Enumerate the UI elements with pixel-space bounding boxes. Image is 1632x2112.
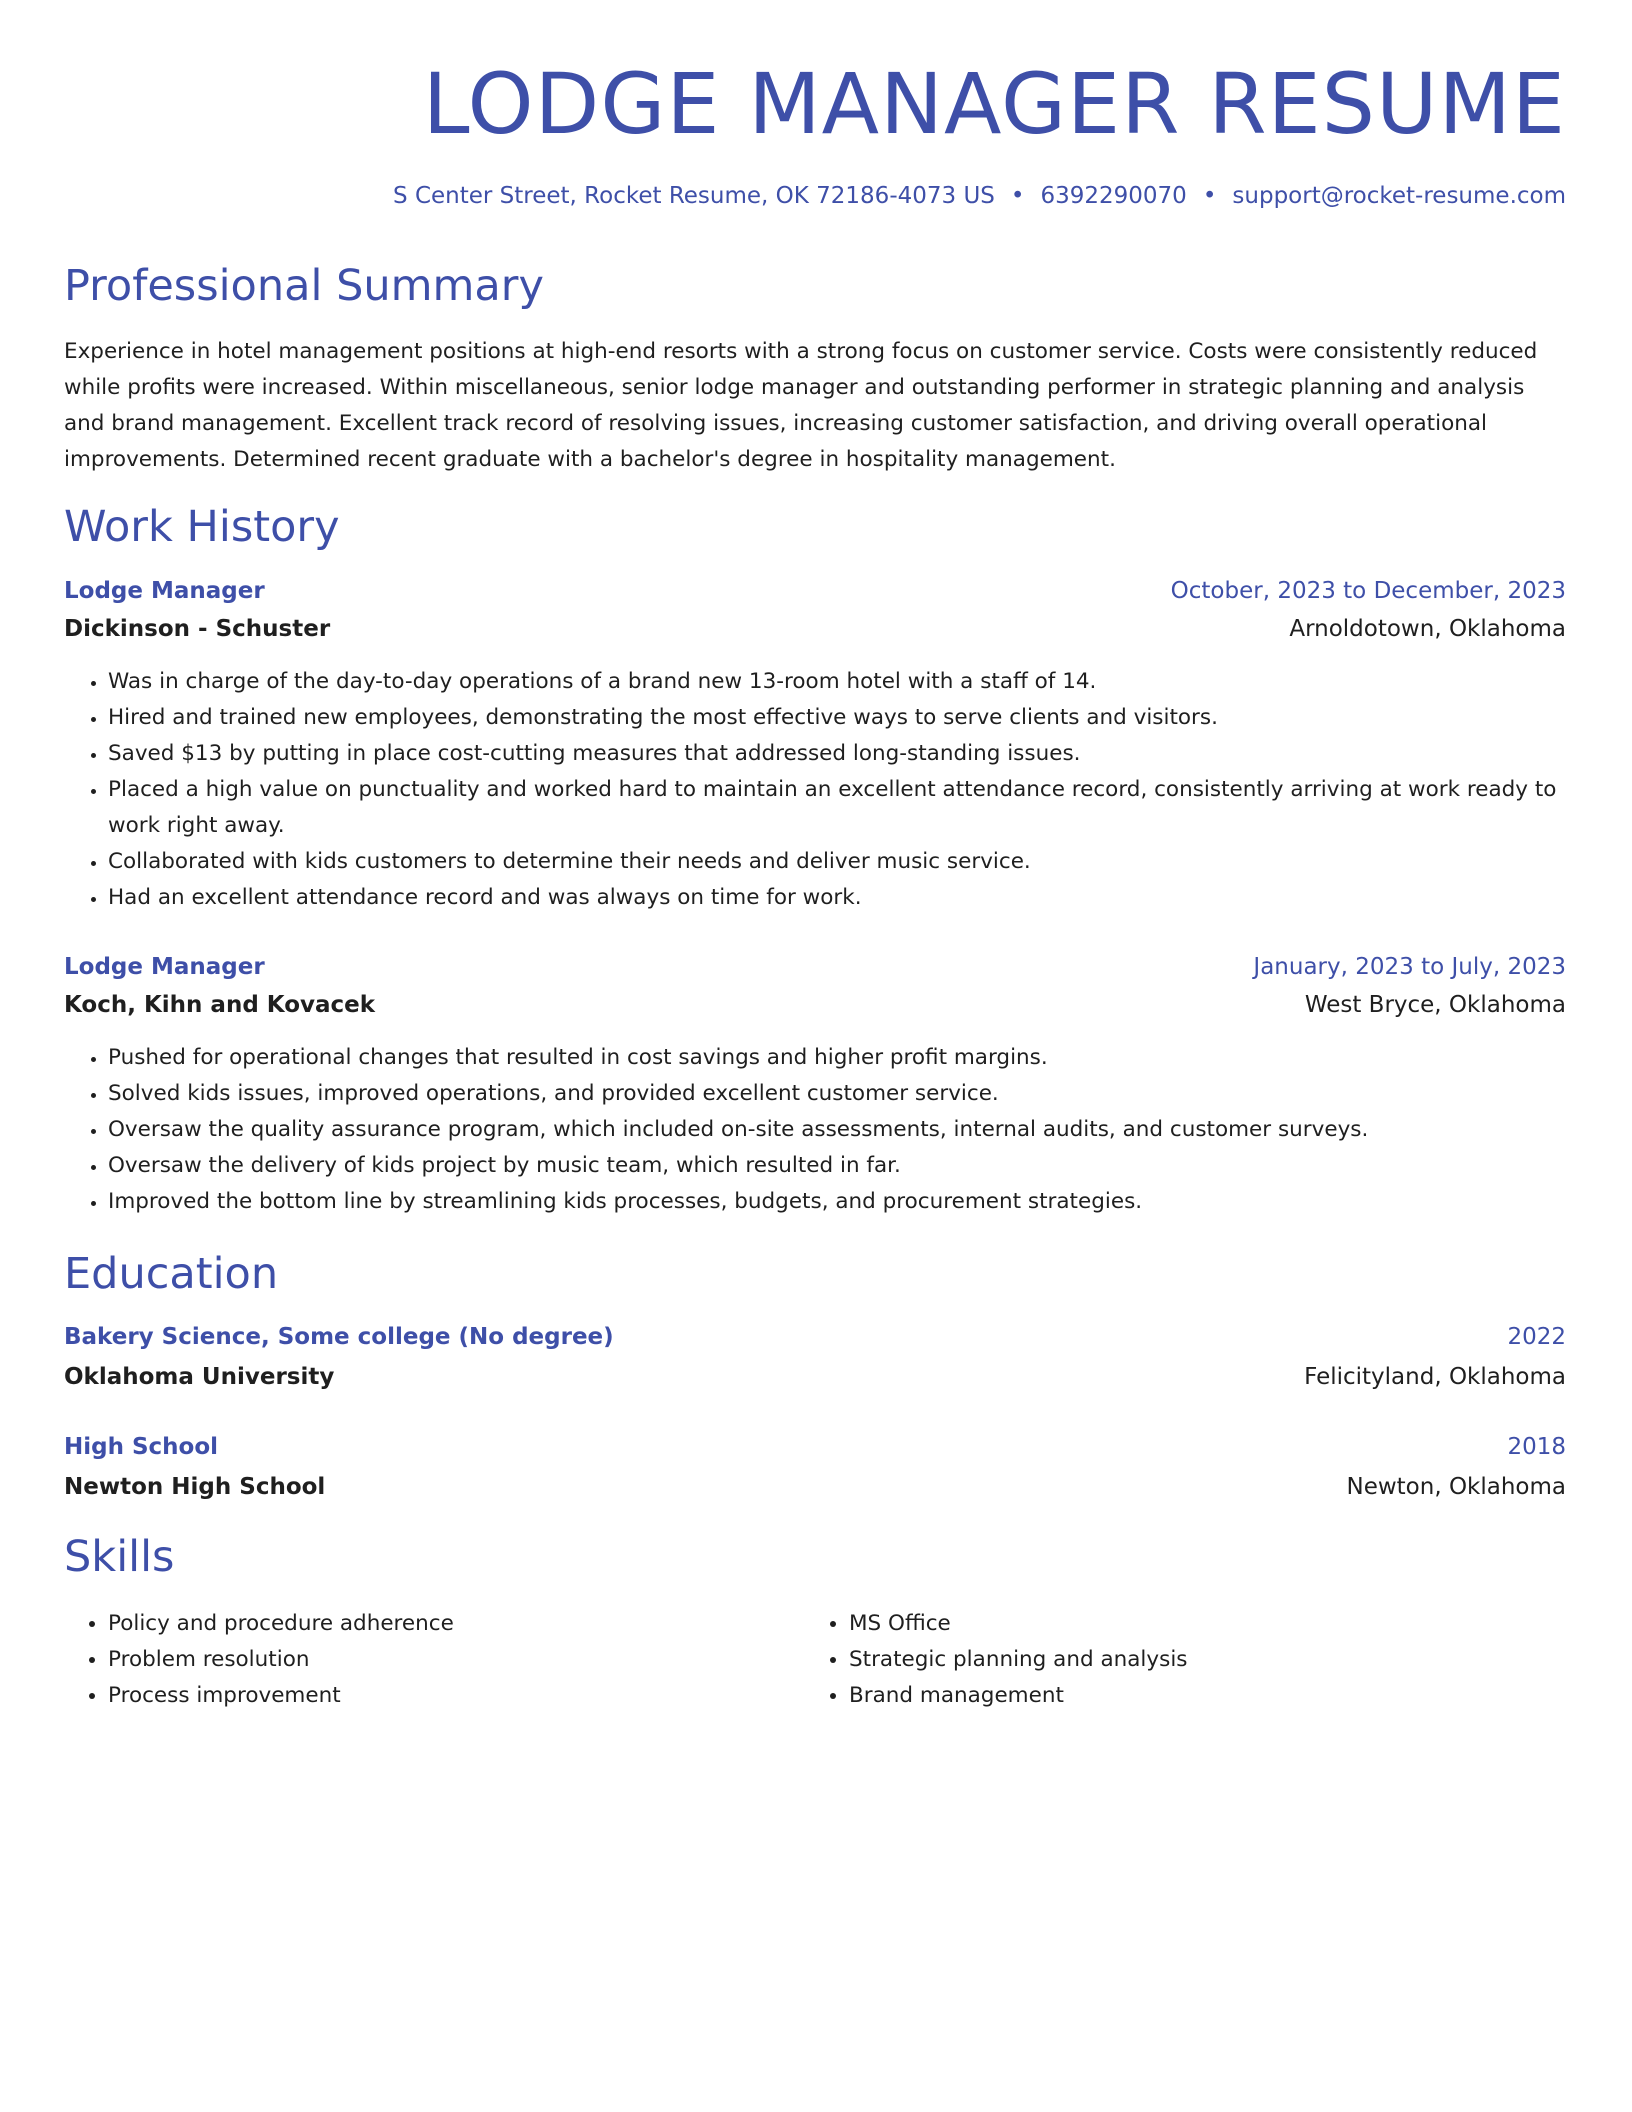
list-item: • Strategic planning and analysis <box>849 1642 1188 1678</box>
employer-name: Koch, Kihn and Kovacek <box>64 992 376 1018</box>
list-item: • Process improvement <box>108 1678 454 1714</box>
list-item: • Placed a high value on punctuality and worked hard to maintain an excellent attendance record, consistently arriving at work ready to work right away. <box>108 772 1566 844</box>
summary-text: Experience in hotel management positions at high-end resorts with a strong focus on customer service. Costs were consistently reduced while profits were increased. Within miscellaneous, senior lodge manager and outstanding performer in strategic planning and analysis and brand management. Excellent track record of resolving issues, increasing customer satisfaction, and driving overall operational improvements. Determined recent graduate with a bachelor's degree in hospitality management. <box>64 339 1538 472</box>
summary-heading: Professional Summary <box>64 261 544 311</box>
list-item: • Pushed for operational changes that resulted in cost savings and higher profit margins. <box>108 1040 1566 1076</box>
resume-title: LODGE MANAGER RESUME <box>422 55 1566 153</box>
list-item: • Collaborated with kids customers to determine their needs and deliver music service. <box>108 844 1566 880</box>
job-title: Lodge Manager <box>64 578 265 604</box>
school-name: Newton High School <box>64 1474 326 1500</box>
skills-column-right <box>805 1606 1188 1714</box>
job-location: Arnoldotown, Oklahoma <box>1289 616 1566 642</box>
job-entry <box>64 948 1566 1220</box>
list-item: • Brand management <box>849 1678 1188 1714</box>
education-heading: Education <box>64 1249 279 1299</box>
list-item: • Solved kids issues, improved operations, and provided excellent customer service. <box>108 1076 1566 1112</box>
school-location: Newton, Oklahoma <box>1346 1474 1566 1500</box>
address: S Center Street, Rocket Resume, OK 72186-4073 US <box>393 183 995 209</box>
education-entry <box>64 1318 1566 1396</box>
phone: 6392290070 <box>1040 183 1187 209</box>
employer-name: Dickinson - Schuster <box>64 616 331 642</box>
job-duties-list <box>64 1040 1566 1220</box>
list-item: • Oversaw the delivery of kids project by music team, which resulted in far. <box>108 1148 1566 1184</box>
list-item: • Improved the bottom line by streamlining kids processes, budgets, and procurement strategies. <box>108 1184 1566 1220</box>
list-item: • MS Office <box>849 1606 1188 1642</box>
separator-dot: • <box>1202 183 1217 209</box>
list-item: • Saved $13 by putting in place cost-cutting measures that addressed long-standing issues. <box>108 736 1566 772</box>
list-item: • Oversaw the quality assurance program, which included on-site assessments, internal audits, and customer surveys. <box>108 1112 1566 1148</box>
school-location: Felicityland, Oklahoma <box>1304 1364 1566 1390</box>
job-dates: January, 2023 to July, 2023 <box>1253 954 1566 980</box>
job-dates: October, 2023 to December, 2023 <box>1170 578 1566 604</box>
skills-heading: Skills <box>64 1532 175 1582</box>
graduation-year: 2022 <box>1507 1324 1566 1350</box>
work-history-heading: Work History <box>64 502 340 552</box>
job-duties-list <box>64 664 1566 916</box>
graduation-year: 2018 <box>1507 1434 1566 1460</box>
school-name: Oklahoma University <box>64 1364 335 1390</box>
degree: Bakery Science, Some college (No degree) <box>64 1324 614 1350</box>
list-item: • Was in charge of the day-to-day operations of a brand new 13-room hotel with a staff of 14. <box>108 664 1566 700</box>
email: support@rocket-resume.com <box>1232 183 1566 209</box>
separator-dot: • <box>1010 183 1025 209</box>
education-entry <box>64 1428 1566 1506</box>
job-location: West Bryce, Oklahoma <box>1304 992 1566 1018</box>
list-item: • Problem resolution <box>108 1642 454 1678</box>
list-item: • Policy and procedure adherence <box>108 1606 454 1642</box>
list-item: • Hired and trained new employees, demonstrating the most effective ways to serve clients and visitors. <box>108 700 1566 736</box>
skills-column-left <box>64 1606 454 1714</box>
list-item: • Had an excellent attendance record and was always on time for work. <box>108 880 1566 916</box>
job-title: Lodge Manager <box>64 954 265 980</box>
degree: High School <box>64 1434 219 1460</box>
contact-line <box>393 181 1566 211</box>
job-entry <box>64 572 1566 916</box>
